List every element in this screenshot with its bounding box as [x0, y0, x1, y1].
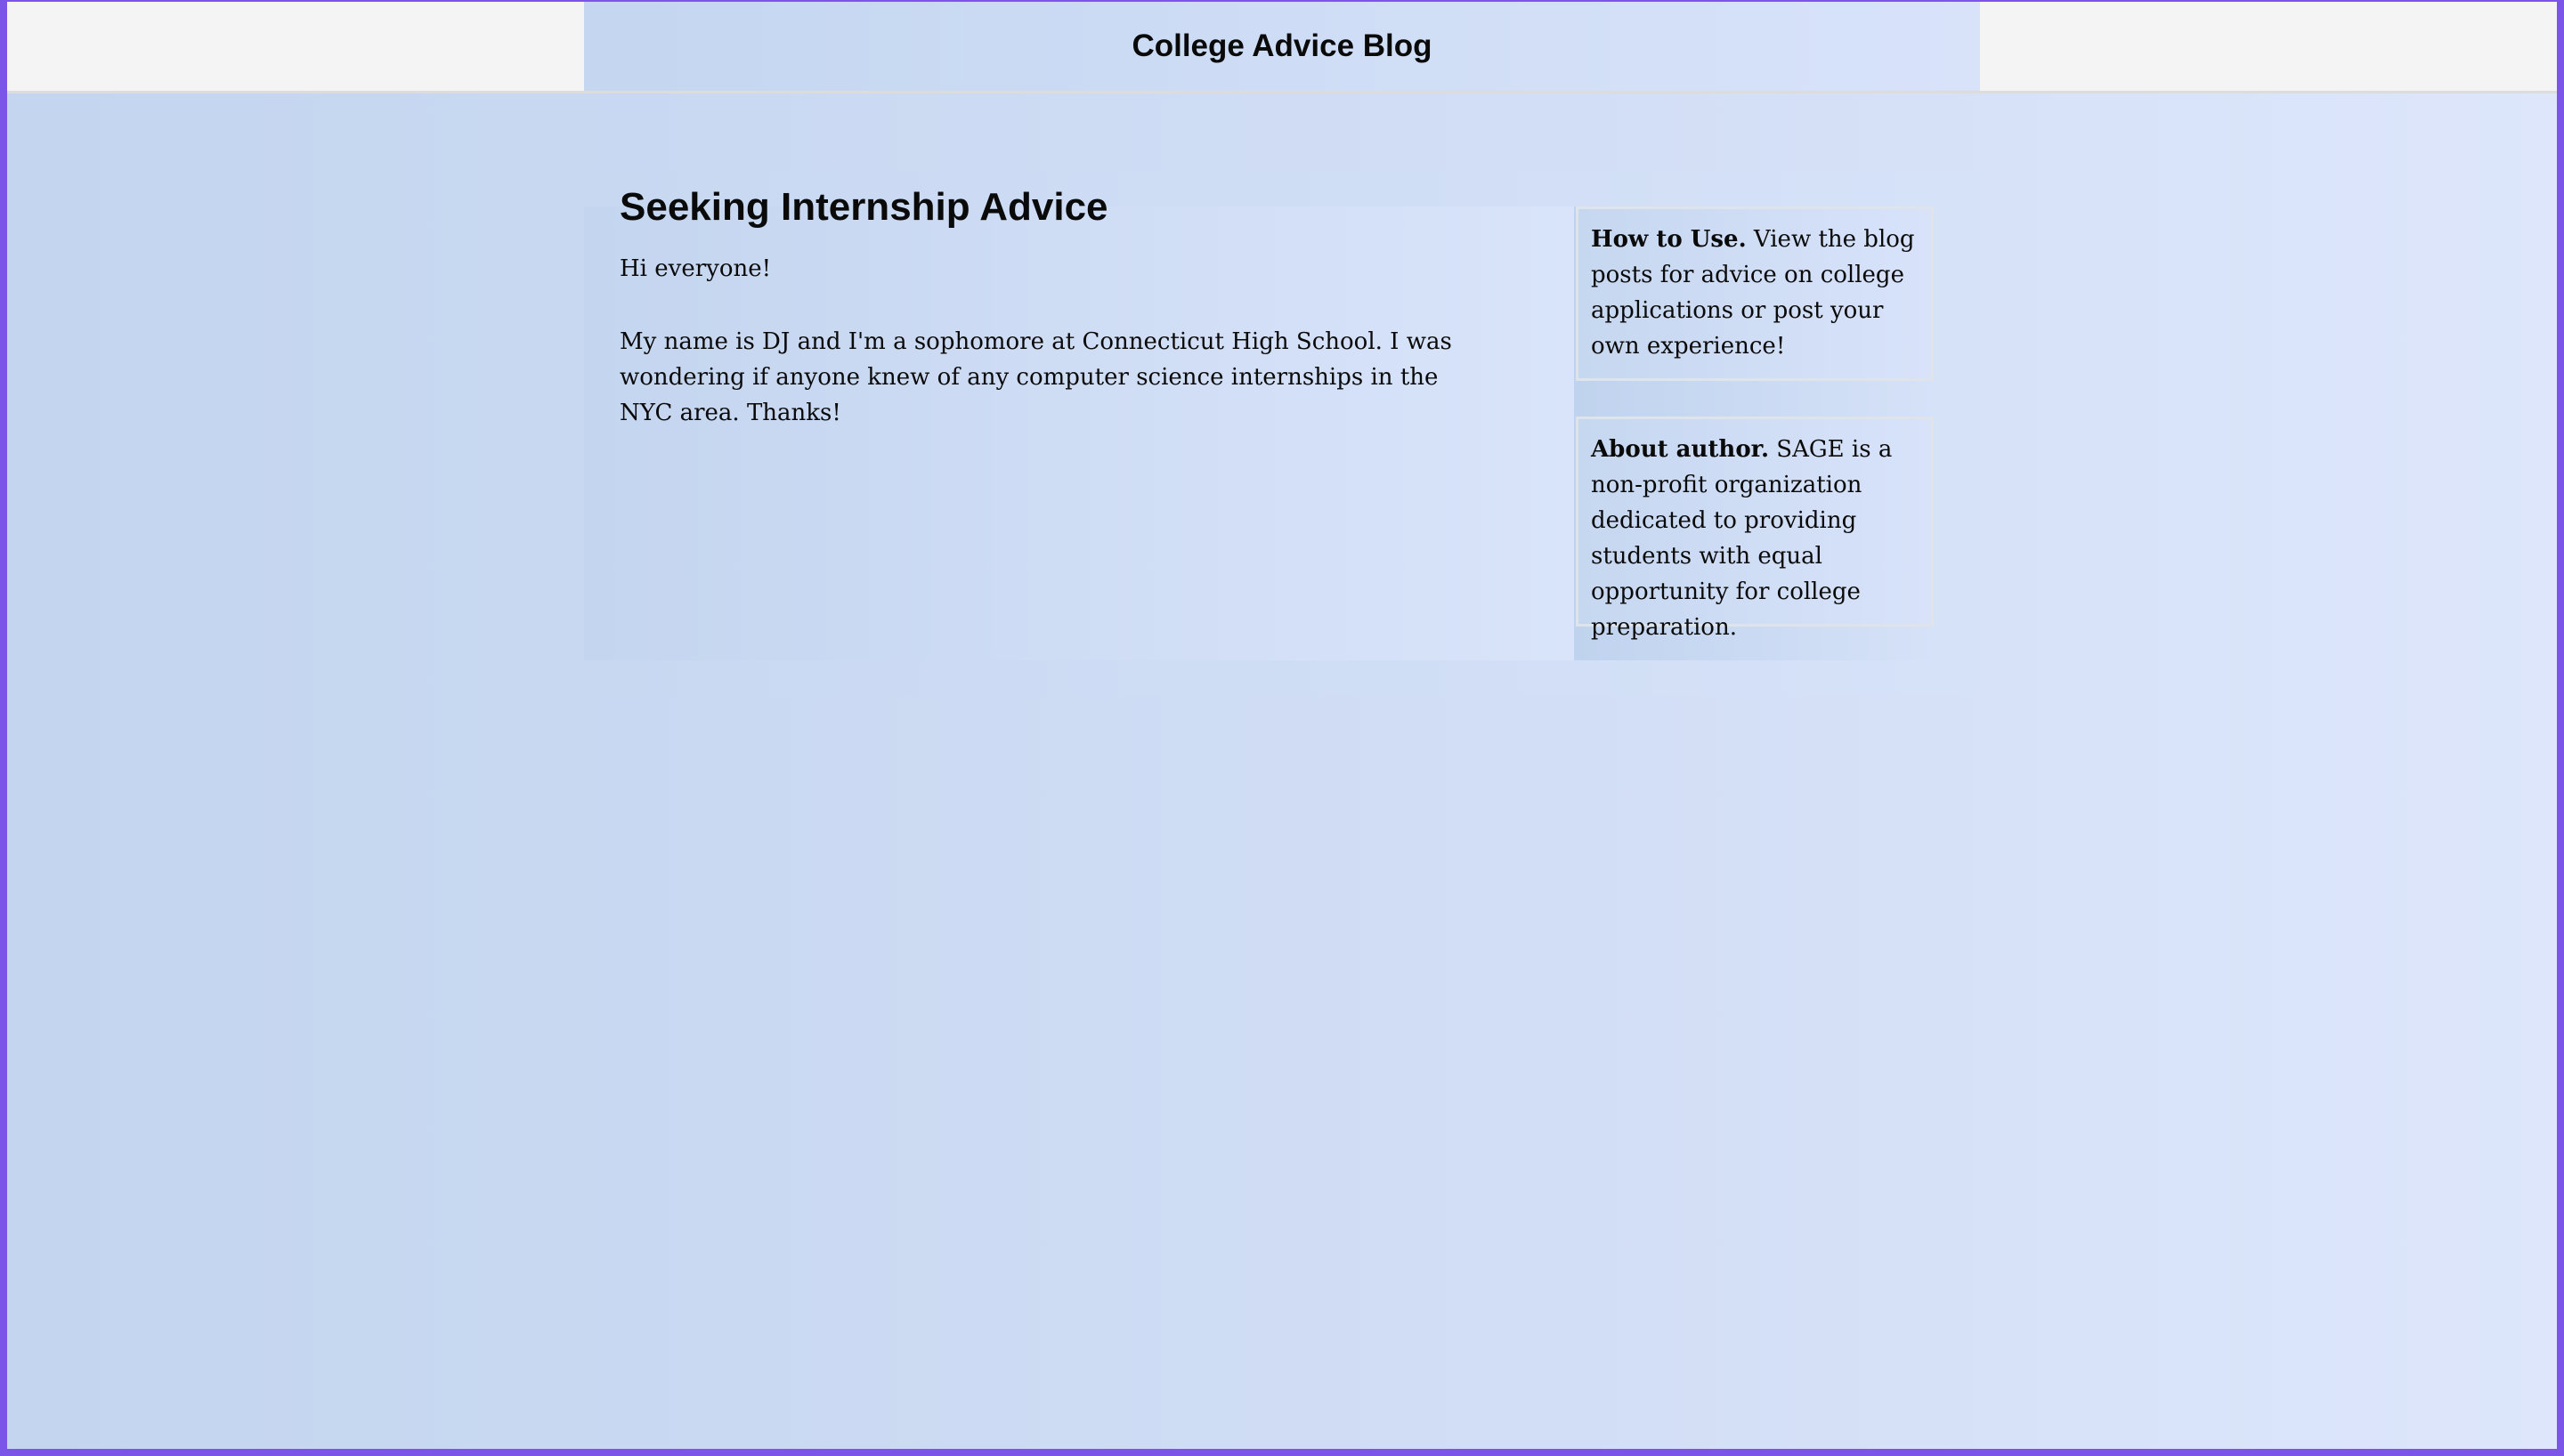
content-container [584, 171, 1980, 696]
post-text: My name is DJ and I'm a sophomore at Connecticut High School. I was wondering if anyone knew of any computer science internships in the NYC area. Thanks! [620, 328, 1452, 426]
how-to-use-text: View the blog posts for advice on college applications or post your own experience! [1591, 226, 1915, 360]
sidebar [1574, 206, 1944, 660]
post-body [620, 251, 1474, 468]
top-bar [7, 2, 2557, 93]
post-title: Seeking Internship Advice [620, 185, 1108, 229]
about-author-heading: About author. [1591, 436, 1770, 463]
how-to-use-heading: How to Use. [1591, 226, 1747, 253]
browser-viewport [7, 2, 2557, 1449]
site-header [584, 2, 1980, 91]
how-to-use-widget [1576, 206, 1934, 381]
site-title[interactable]: College Advice Blog [1132, 28, 1432, 63]
about-author-widget [1576, 417, 1934, 641]
post-greeting: Hi everyone! [620, 255, 772, 282]
blog-post [584, 185, 1574, 660]
about-author-text: SAGE is a non-profit organization dedicated to providing students with equal opportunity for college preparation. [1591, 436, 1893, 641]
